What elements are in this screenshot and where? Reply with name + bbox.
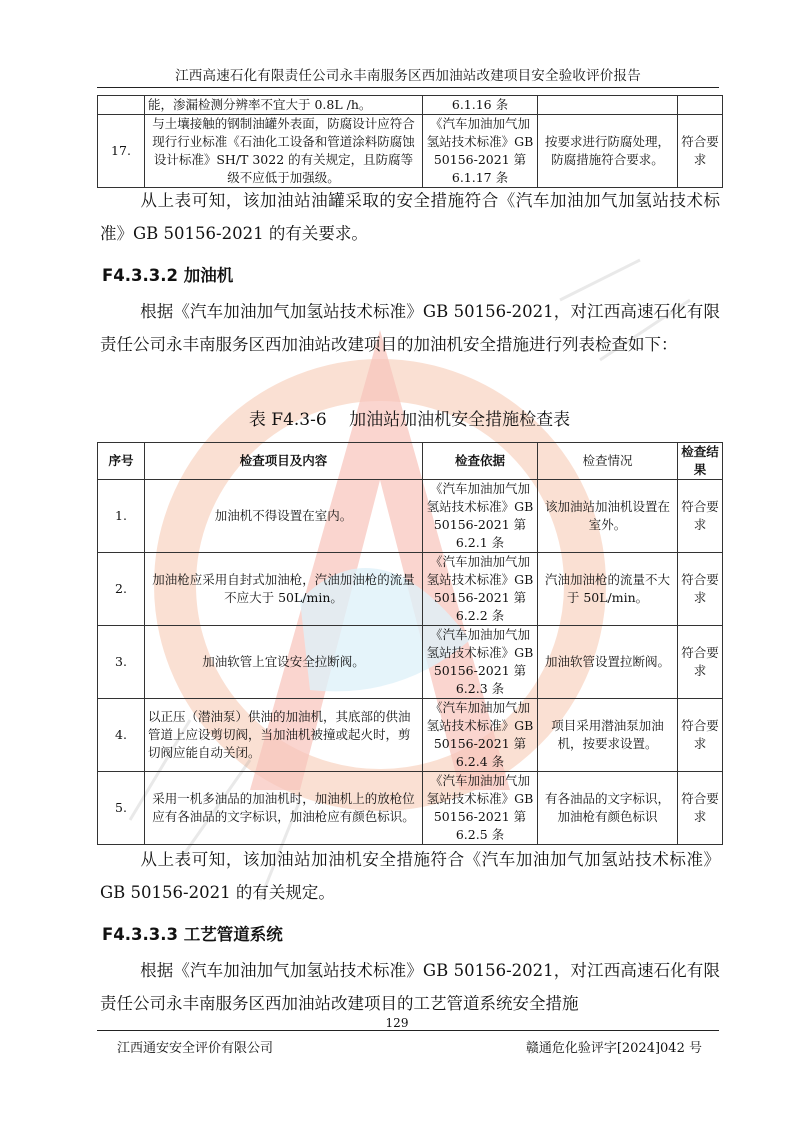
section-heading-piping: F4.3.3.3 工艺管道系统	[102, 925, 283, 944]
check-result	[678, 96, 723, 115]
check-basis: 《汽车加油加气加氢站技术标准》GB 50156-2021 第 6.2.2 条	[423, 553, 538, 626]
row-number: 2.	[98, 553, 145, 626]
check-result: 符合要求	[678, 699, 723, 772]
check-situation: 按要求进行防腐处理，防腐措施符合要求。	[538, 115, 678, 188]
check-basis: 《汽车加油加气加氢站技术标准》GB 50156-2021 第 6.1.17 条	[423, 115, 538, 188]
page-header: 江西高速石化有限责任公司永丰南服务区西加油站改建项目安全验收评价报告	[97, 64, 719, 88]
header-item: 检查项目及内容	[145, 443, 423, 480]
tank-check-table-continued	[97, 95, 723, 188]
check-basis: 《汽车加油加气加氢站技术标准》GB 50156-2021 第 6.2.5 条	[423, 772, 538, 845]
intro-paragraph-piping: 根据《汽车加油加气加氢站技术标准》GB 50156-2021，对江西高速石化有限责任公司永丰南服务区西加油站改建项目的工艺管道系统安全措施	[100, 961, 720, 1013]
table-row	[98, 772, 723, 845]
check-result: 符合要求	[678, 772, 723, 845]
check-basis: 《汽车加油加气加氢站技术标准》GB 50156-2021 第 6.2.4 条	[423, 699, 538, 772]
check-item: 加油机不得设置在室内。	[145, 480, 423, 553]
footer-doc-number: 赣通危化验评字[2024]042 号	[525, 1041, 702, 1056]
check-result: 符合要求	[678, 115, 723, 188]
intro-paragraph-dispenser: 根据《汽车加油加气加氢站技术标准》GB 50156-2021，对江西高速石化有限责任公司永丰南服务区西加油站改建项目的加油机安全措施进行列表检查如下：	[100, 302, 720, 354]
table-caption: 表 F4.3-6 加油站加油机安全措施检查表	[248, 410, 571, 430]
table-row	[98, 96, 723, 115]
conclusion-paragraph-2: 从上表可知，该加油站加油机安全措施符合《汽车加油加气加氢站技术标准》GB 50156-2021 的有关规定。	[100, 850, 720, 902]
check-situation	[538, 96, 678, 115]
table-row	[98, 115, 723, 188]
row-number: 4.	[98, 699, 145, 772]
check-item: 与土壤接触的钢制油罐外表面，防腐设计应符合现行行业标准《石油化工设备和管道涂料防腐蚀设计标准》SH/T 3022 的有关规定，且防腐等级不应低于加强级。	[145, 115, 423, 188]
check-situation: 该加油站加油机设置在室外。	[538, 480, 678, 553]
section-heading-dispenser: F4.3.3.2 加油机	[102, 266, 234, 285]
header-basis: 检查依据	[423, 443, 538, 480]
check-result: 符合要求	[678, 626, 723, 699]
check-item: 采用一机多油品的加油机时，加油机上的放枪位应有各油品的文字标识，加油枪应有颜色标识。	[145, 772, 423, 845]
row-number: 17.	[98, 115, 145, 188]
check-situation: 汽油加油枪的流量不大于 50L/min。	[538, 553, 678, 626]
check-item: 以正压（潜油泵）供油的加油机，其底部的供油管道上应设剪切阀，当加油机被撞或起火时，剪切阀应能自动关闭。	[145, 699, 423, 772]
check-basis: 《汽车加油加气加氢站技术标准》GB 50156-2021 第 6.2.3 条	[423, 626, 538, 699]
row-number	[98, 96, 145, 115]
check-item: 加油软管上宜设安全拉断阀。	[145, 626, 423, 699]
page-number: 129	[385, 1016, 409, 1030]
footer-company: 江西通安安全评价有限公司	[117, 1041, 274, 1056]
check-situation: 加油软管设置拉断阀。	[538, 626, 678, 699]
table-row	[98, 480, 723, 553]
check-situation: 项目采用潜油泵加油机，按要求设置。	[538, 699, 678, 772]
header-no: 序号	[98, 443, 145, 480]
table-row	[98, 553, 723, 626]
row-number: 1.	[98, 480, 145, 553]
check-basis: 《汽车加油加气加氢站技术标准》GB 50156-2021 第 6.2.1 条	[423, 480, 538, 553]
check-item: 能，渗漏检测分辨率不宜大于 0.8L /h。	[145, 96, 423, 115]
row-number: 5.	[98, 772, 145, 845]
conclusion-paragraph-1: 从上表可知，该加油站油罐采取的安全措施符合《汽车加油加气加氢站技术标准》GB 50156-2021 的有关要求。	[100, 191, 720, 243]
footer-divider	[97, 1030, 719, 1031]
header-situation: 检查情况	[538, 443, 678, 480]
check-result: 符合要求	[678, 480, 723, 553]
check-basis: 6.1.16 条	[423, 96, 538, 115]
check-result: 符合要求	[678, 553, 723, 626]
table-header-row	[98, 443, 723, 480]
check-situation: 有各油品的文字标识，加油枪有颜色标识	[538, 772, 678, 845]
table-row	[98, 699, 723, 772]
check-item: 加油枪应采用自封式加油枪，汽油加油枪的流量不应大于 50L/min。	[145, 553, 423, 626]
header-result: 检查结果	[678, 443, 723, 480]
dispenser-check-table	[97, 442, 723, 845]
table-row	[98, 626, 723, 699]
row-number: 3.	[98, 626, 145, 699]
